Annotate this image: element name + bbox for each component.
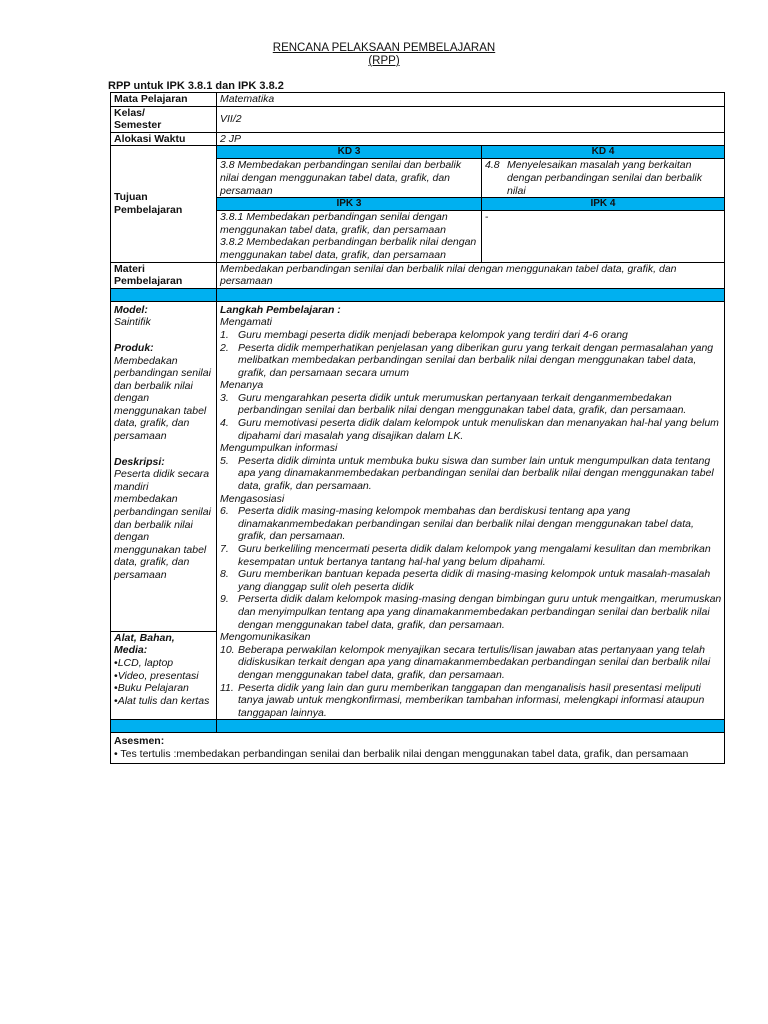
class-label [111, 106, 217, 132]
class-label-line-1: Kelas/ [114, 106, 145, 119]
document-title [0, 42, 768, 68]
alat-item: • Video, presentasi [114, 670, 214, 683]
separator-band-cell-left [111, 720, 217, 733]
alat-item: • Buku Pelajaran [114, 682, 214, 695]
asesmen-cell [111, 733, 725, 763]
alat-item: • LCD, laptop [114, 657, 214, 670]
section-mengomunikasikan: Mengomunikasikan [220, 631, 311, 644]
alat-item: • Alat tulis dan kertas [114, 695, 214, 708]
step-item: 8. Guru memberikan bantuan kepada peserta didik di masing-masing kelompok untuk masalah-masalah yang dianggap sulit oleh peserta didik [220, 568, 722, 593]
ipk3-text-1: 3.8.1 Membedakan perbandingan senilai dengan menggunakan tabel data, grafik, dan persamaan [220, 211, 448, 236]
kd4-cell [482, 159, 725, 198]
kd3-text: 3.8 Membedakan perbandingan senilai dan berbalik nilai dengan menggunakan tabel data, grafik, dan persamaan [217, 159, 482, 198]
subject-label: Mata Pelajaran [111, 93, 217, 107]
goals-label [111, 146, 217, 262]
separator-band-2 [111, 720, 725, 733]
time-value: 2 JP [217, 132, 725, 146]
section-menanya: Menanya [220, 379, 264, 392]
step-item: 2. Peserta didik memperhatikan penjelasan yang diberikan guru yang terkait dengan permasalahan yang melibatkan membedakan perbandingan senilai dan berbalik nilai dengan menggunakan tabel data, grafik, dan persamaan secara umum [220, 342, 722, 380]
deskripsi-label: Deskripsi: [114, 455, 165, 468]
separator-band-cell [217, 288, 725, 301]
step-9-text: Perserta didik dalam kelompok masing-masing dengan bimbingan guru untuk mengaitkan, merumuskan dan menyimpulkan tentang apa yang dinamakanmembedakan perbandingan senilai dan berbalik nilai dengan menggunakan tabel data, grafik, dan persamaan. [238, 593, 722, 631]
separator-band-cell-left [111, 288, 217, 301]
ipk3-header: IPK 3 [217, 198, 482, 211]
asesmen-label: Asesmen: [114, 735, 165, 748]
section-mengumpulkan: Mengumpulkan informasi [220, 442, 338, 455]
section-mengasosiasi: Mengasosiasi [220, 492, 285, 505]
alat-label-line-2: Media: [114, 644, 148, 657]
rpp-heading: RPP untuk IPK 3.8.1 dan IPK 3.8.2 [108, 80, 284, 92]
step-item: 7. Guru berkeliling mencermati peserta didik dalam kelompok yang mengalami kesulitan dan membrikan kesempatan untuk bertanya tantang hal-hal yang belum dipahami. [220, 543, 722, 568]
step-item: 1. Guru membagi peserta didik menjadi beberapa kelompok yang terdiri dari 4-6 orang [220, 329, 722, 342]
section-mengamati: Mengamati [220, 316, 272, 329]
step-4-text: Guru memotivasi peserta didik dalam kelompok untuk menuliskan dan menanyakan hal-hal yang belum dipahami dari masalah yang disajikan dalam LK. [238, 417, 719, 442]
model-value: Saintifik [114, 316, 151, 329]
alat-cell [111, 631, 217, 720]
produk-text: Membedakan perbandingan senilai dan berbalik nilai dengan menggunakan tabel data, grafik, dan persamaan [114, 354, 211, 443]
step-item: 10. Beberapa perwakilan kelompok menyajikan secara tertulis/lisan jawaban atas pertanyaan yang telah didiskusikan terkait dengan apa yang dinamakanmembedakan perbandingan senilai dan berbalik nilai dengan menggunakan tabel data, grafik, dan persamaan. [220, 644, 722, 682]
materi-label-line-2: Pembelajaran [114, 275, 183, 288]
step-6-text: Peserta didik masing-masing kelompok membahas dan berdiskusi tentang apa yang dinamakanmembedakan perbandingan senilai dan berbalik nilai dengan menggunakan tabel data, grafik, dan persamaan. [238, 505, 694, 543]
step-2-text: Peserta didik memperhatikan penjelasan yang diberikan guru yang terkait dengan permasalahan yang melibatkan membedakan perbandingan senilai dan berbalik nilai dengan menggunakan tabel data, grafik, dan persamaan secara umum [238, 341, 714, 379]
deskripsi-text: Peserta didik secara mandiri membedakan perbandingan senilai dan berbalik nilai dengan menggunakan tabel data, grafik, dan persamaan [114, 468, 211, 581]
title-line-2: (RPP) [368, 55, 400, 67]
step-item: 5. Peserta didik diminta untuk membuka buku siswa dan sumber lain untuk mengumpulkan data tentang apa yang dinamakanmembedakan perbandingan senilai dan berbalik nilai dengan menggunakan tabel data, grafik, dan persamaan. [220, 455, 722, 493]
asesmen-text: Tes tertulis :membedakan perbandingan senilai dan berbalik nilai dengan menggunakan tabel data, grafik, dan persamaan [120, 747, 689, 760]
step-1-text: Guru membagi peserta didik menjadi beberapa kelompok yang terdiri dari 4-6 orang [238, 328, 628, 341]
materi-label [111, 262, 217, 288]
step-11-text: Peserta didik yang lain dan guru memberikan tanggapan dan menganalisis hasil presentasi meliputi tanya jawab untuk mengkonfirmasi, memberikan tambahan informasi, melengkapi informasi ataupun tanggapan lainnya. [238, 681, 705, 719]
class-label-line-2: Semester [114, 119, 162, 132]
bullet-icon: • [114, 747, 121, 760]
row-materi [111, 262, 725, 288]
kd3-header: KD 3 [217, 146, 482, 159]
model-cell [111, 301, 217, 631]
step-item: 9. Perserta didik dalam kelompok masing-masing dengan bimbingan guru untuk mengaitkan, merumuskan dan menyimpulkan tentang apa yang dinamakanmembedakan perbandingan senilai dan berbalik nilai dengan menggunakan tabel data, grafik, dan persamaan. [220, 593, 722, 631]
row-class [111, 106, 725, 132]
goals-label-line-1: Tujuan [114, 191, 148, 204]
step-item: 3. Guru mengarahkan peserta didik untuk merumuskan pertanyaan terkait denganmembedakan perbandingan senilai dan berbalik nilai dengan menggunakan tabel data, grafik, dan persamaan. [220, 392, 722, 417]
row-model-steps [111, 301, 725, 631]
alat-label-line-1: Alat, Bahan, [114, 631, 175, 644]
step-8-text: Guru memberikan bantuan kepada peserta didik di masing-masing kelompok untuk masalah-masalah yang dianggap sulit oleh peserta didik [238, 568, 711, 593]
separator-band-1 [111, 288, 725, 301]
model-label: Model: [114, 303, 148, 316]
time-label: Alokasi Waktu [111, 132, 217, 146]
step-10-text: Beberapa perwakilan kelompok menyajikan secara tertulis/lisan jawaban atas pertanyaan yang telah didiskusikan terkait dengan apa yang dinamakanmembedakan perbandingan senilai dan berbalik nilai dengan menggunakan tabel data, grafik, dan persamaan. [238, 643, 711, 681]
kd4-number: 4.8 [485, 159, 500, 172]
row-time [111, 132, 725, 146]
kd4-header: KD 4 [482, 146, 725, 159]
title-line-1: RENCANA PELAKSAAN PEMBELAJARAN [272, 42, 496, 54]
goals-label-line-2: Pembelajaran [114, 203, 183, 216]
steps-cell [217, 301, 725, 720]
materi-text: Membedakan perbandingan senilai dan berbalik nilai dengan menggunakan tabel data, grafik, dan persamaan [217, 262, 725, 288]
row-kd-header [111, 146, 725, 159]
step-item: 11. Peserta didik yang lain dan guru memberikan tanggapan dan menganalisis hasil presentasi meliputi tanya jawab untuk mengkonfirmasi, memberikan tambahan informasi, melengkapi informasi ataupun tanggapan lainnya. [220, 682, 722, 720]
row-asesmen [111, 733, 725, 763]
separator-band-cell [217, 720, 725, 733]
class-value: VII/2 [217, 106, 725, 132]
kd4-text: Menyelesaikan masalah yang berkaitan dengan perbandingan senilai dan berbalik nilai [507, 159, 702, 197]
step-7-text: Guru berkeliling mencermati peserta didik dalam kelompok yang mengalami kesulitan dan membrikan kesempatan untuk bertanya tantang hal-hal yang belum dipahami. [238, 543, 711, 568]
alat-list [114, 657, 214, 707]
step-5-text: Peserta didik diminta untuk membuka buku siswa dan sumber lain untuk mengumpulkan data tentang apa yang dinamakanmembedakan perbandingan senilai dan berbalik nilai dengan menggunakan tabel data, grafik, dan persamaan. [238, 454, 714, 493]
rpp-table [110, 92, 725, 764]
subject-value: Matematika [217, 93, 725, 107]
produk-label: Produk: [114, 341, 154, 354]
step-3-text: Guru mengarahkan peserta didik untuk merumuskan pertanyaan terkait denganmembedakan perbandingan senilai dan berbalik nilai dengan menggunakan tabel data, grafik, dan persamaan. [238, 391, 687, 417]
ipk4-header: IPK 4 [482, 198, 725, 211]
ipk3-text-2: 3.8.2 Membedakan perbandingan berbalik nilai dengan menggunakan tabel data, grafik, dan persamaan [220, 236, 477, 261]
steps-title: Langkah Pembelajaran : [220, 303, 341, 316]
asesmen-item [114, 748, 722, 761]
ipk3-cell [217, 211, 482, 262]
step-item: 6. Peserta didik masing-masing kelompok membahas dan berdiskusi tentang apa yang dinamakanmembedakan perbandingan senilai dan berbalik nilai dengan menggunakan tabel data, grafik, dan persamaan. [220, 505, 722, 543]
materi-label-line-1: Materi [114, 262, 145, 275]
row-subject [111, 93, 725, 107]
ipk4-text: - [482, 211, 725, 262]
step-item: 4. Guru memotivasi peserta didik dalam kelompok untuk menuliskan dan menanyakan hal-hal yang belum dipahami dari masalah yang disajikan dalam LK. [220, 417, 722, 442]
